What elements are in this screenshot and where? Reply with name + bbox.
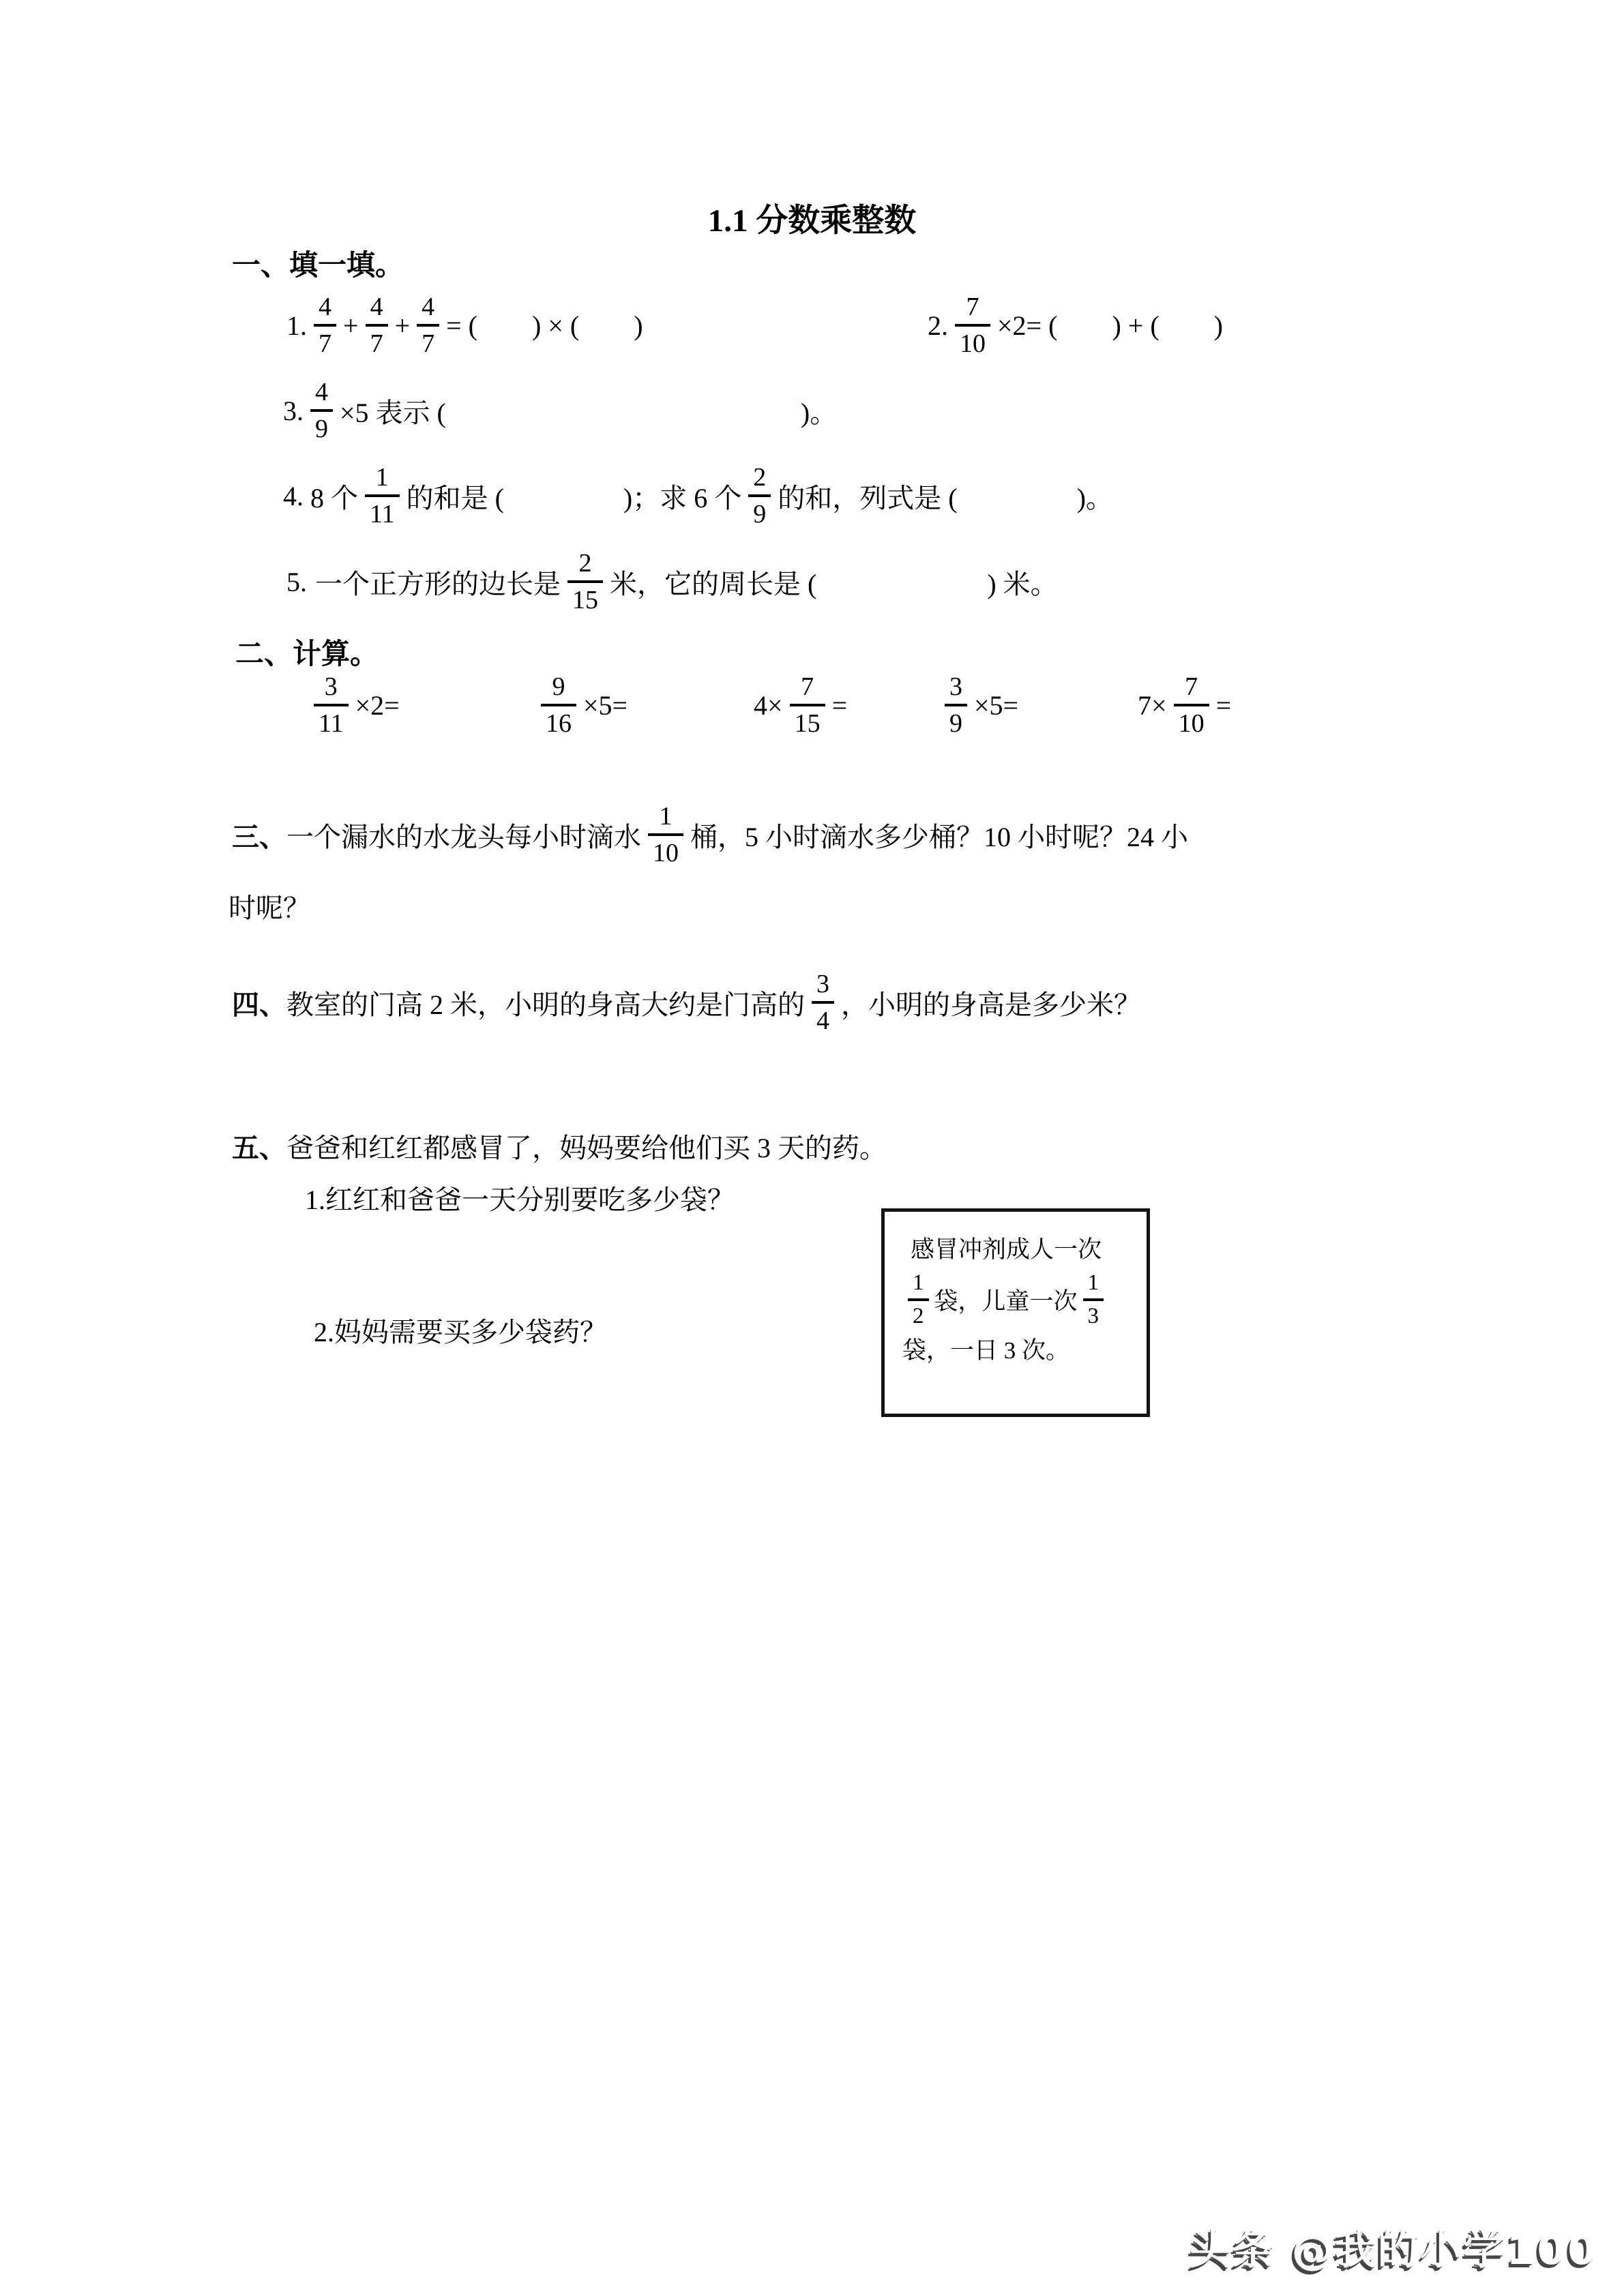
calc-item-5	[1138, 664, 1231, 746]
fraction-denominator: 11	[319, 709, 344, 738]
section3-question	[232, 794, 1188, 876]
section5-sub2: 2.妈妈需要买多少袋药？	[314, 1317, 607, 1347]
question-1-number: 1.	[286, 310, 307, 341]
fraction	[366, 294, 388, 357]
watermark-footer: 头条 @我的小学100	[1189, 2226, 1598, 2274]
answer-blanks: = ( ) × ( )	[446, 310, 643, 341]
fraction	[314, 294, 336, 357]
answer-blank	[816, 581, 987, 582]
fraction-bar	[310, 409, 333, 412]
section4-prefix: 四、	[232, 989, 286, 1020]
section4-text: ，小明的身高是多少米？	[841, 989, 1141, 1020]
question-4-text: )；求 6 个	[623, 482, 742, 513]
fraction	[365, 464, 400, 527]
question-3-text: ×5 表示 (	[340, 397, 446, 428]
question-4-number: 4.	[283, 480, 304, 511]
question-2	[928, 285, 1223, 366]
fraction-denominator: 11	[370, 500, 395, 528]
fraction-numerator: 3	[324, 672, 338, 701]
calc-operator: 7×	[1138, 689, 1167, 721]
fraction-bar	[1174, 704, 1209, 706]
fraction-denominator: 10	[1178, 709, 1205, 738]
fraction-bar	[790, 704, 825, 706]
question-3-number: 3.	[283, 395, 304, 426]
fraction	[955, 294, 990, 357]
question-3	[283, 370, 837, 451]
fraction-bar	[955, 324, 990, 327]
calc-operator: ×5=	[583, 689, 628, 721]
fraction	[648, 803, 683, 866]
page-title: 1.1 分数乘整数	[707, 203, 917, 239]
fraction-numerator: 1	[375, 463, 389, 492]
medicine-box-line1: 感冒冲剂成人一次	[911, 1236, 1102, 1263]
fraction	[748, 464, 771, 527]
question-4-end: )。	[1076, 482, 1113, 513]
fraction-bar	[945, 704, 967, 706]
fraction-bar	[365, 494, 400, 497]
answer-blanks: ×2= ( ) + ( )	[997, 310, 1223, 341]
medicine-box-text: 袋，儿童一次	[934, 1288, 1078, 1315]
calc-operator: =	[1215, 689, 1232, 721]
fraction	[945, 674, 967, 736]
question-4-text: 的和是 (	[406, 482, 504, 513]
calc-operator: =	[831, 689, 848, 721]
fraction-numerator: 1	[1087, 1270, 1099, 1295]
fraction	[812, 971, 834, 1034]
fraction-bar	[417, 324, 439, 327]
fraction-denominator: 9	[753, 500, 767, 528]
fraction-denominator: 7	[370, 329, 383, 358]
fraction-bar	[648, 833, 683, 836]
fraction-numerator: 2	[578, 549, 592, 578]
fraction-bar	[1083, 1298, 1104, 1301]
fraction	[1174, 674, 1209, 736]
fraction	[310, 379, 333, 442]
question-5-text: 一个正方形的边长是	[315, 568, 561, 599]
fraction-numerator: 3	[949, 672, 962, 701]
section3-text: 一个漏水的水龙头每小时滴水	[286, 821, 641, 852]
section3-prefix: 三、	[232, 821, 286, 852]
question-1	[286, 285, 643, 366]
fraction-numerator: 3	[816, 970, 829, 998]
section5-sub1: 1.红红和爸爸一天分别要吃多少袋？	[305, 1184, 735, 1215]
calc-operator: 4×	[754, 689, 783, 721]
section5-text: 爸爸和红红都感冒了，妈妈要给他们买 3 天的药。	[286, 1132, 887, 1163]
fraction-numerator: 1	[659, 802, 673, 831]
fraction-bar	[314, 704, 349, 706]
plus-sign: +	[343, 310, 359, 341]
section3-text: 桶，5 小时滴水多少桶？10 小时呢？24 小	[690, 821, 1188, 852]
fraction-numerator: 4	[315, 378, 328, 406]
calc-operator: ×2=	[355, 689, 400, 721]
section5-question	[232, 1125, 887, 1166]
question-5-end: ) 米。	[987, 568, 1058, 599]
fraction-numerator: 7	[966, 293, 979, 321]
section5-prefix: 五、	[232, 1132, 286, 1163]
answer-blank	[958, 495, 1077, 496]
fraction	[908, 1272, 929, 1328]
fraction	[790, 674, 825, 736]
question-2-number: 2.	[928, 310, 948, 341]
fraction-denominator: 9	[949, 709, 962, 738]
calc-item-1	[307, 664, 400, 746]
fraction-bar	[314, 324, 336, 327]
fraction-bar	[541, 704, 576, 706]
fraction	[417, 294, 439, 357]
plus-sign: +	[394, 310, 411, 341]
medicine-box-line3: 袋，一日 3 次。	[902, 1337, 1070, 1364]
fraction-bar	[748, 494, 771, 497]
fraction-denominator: 9	[315, 415, 328, 443]
fraction-numerator: 2	[753, 463, 767, 492]
calc-item-3	[754, 664, 847, 746]
fraction-bar	[908, 1298, 929, 1301]
question-4-text: 8 个	[310, 482, 358, 513]
fraction-denominator: 4	[816, 1007, 829, 1035]
section4-text: 教室的门高 2 米，小明的身高大约是门高的	[286, 989, 805, 1020]
section1-header: 一、填一填。	[232, 250, 404, 282]
fraction	[567, 550, 603, 613]
fraction	[1083, 1272, 1104, 1328]
section2-header: 二、计算。	[235, 639, 379, 670]
calc-item-2	[534, 664, 628, 746]
fraction-denominator: 15	[794, 709, 821, 738]
fraction-bar	[567, 580, 603, 583]
fraction-denominator: 15	[572, 586, 598, 614]
question-4	[283, 456, 1113, 536]
answer-blank	[446, 410, 801, 411]
fraction	[541, 674, 576, 736]
question-5-text: 米，它的周长是 (	[610, 568, 817, 599]
fraction-denominator: 3	[1087, 1304, 1099, 1328]
fraction-numerator: 4	[422, 293, 435, 321]
fraction-numerator: 4	[370, 293, 383, 321]
answer-blank	[504, 495, 623, 496]
fraction-denominator: 16	[546, 709, 572, 738]
calc-item-4	[938, 664, 1018, 746]
fraction	[314, 674, 349, 736]
calc-operator: ×5=	[974, 689, 1019, 721]
fraction-numerator: 7	[801, 672, 814, 701]
question-5	[286, 541, 1058, 622]
fraction-numerator: 4	[319, 293, 331, 321]
fraction-bar	[812, 1001, 834, 1004]
fraction-denominator: 2	[913, 1304, 924, 1328]
fraction-denominator: 10	[653, 839, 679, 867]
fraction-denominator: 7	[319, 329, 331, 358]
fraction-bar	[366, 324, 388, 327]
medicine-box-line2	[902, 1272, 1147, 1328]
question-4-text: 的和，列式是 (	[778, 482, 958, 513]
question-5-number: 5.	[286, 566, 307, 597]
fraction-denominator: 7	[422, 329, 435, 358]
section3-text-wrap: 时呢？	[228, 893, 310, 923]
fraction-numerator: 1	[913, 1270, 924, 1295]
fraction-denominator: 10	[960, 329, 986, 358]
section4-question	[232, 962, 1141, 1043]
fraction-numerator: 9	[552, 672, 565, 701]
medicine-info-box	[881, 1208, 1150, 1417]
question-3-end: )。	[800, 397, 838, 428]
fraction-numerator: 7	[1185, 672, 1198, 701]
